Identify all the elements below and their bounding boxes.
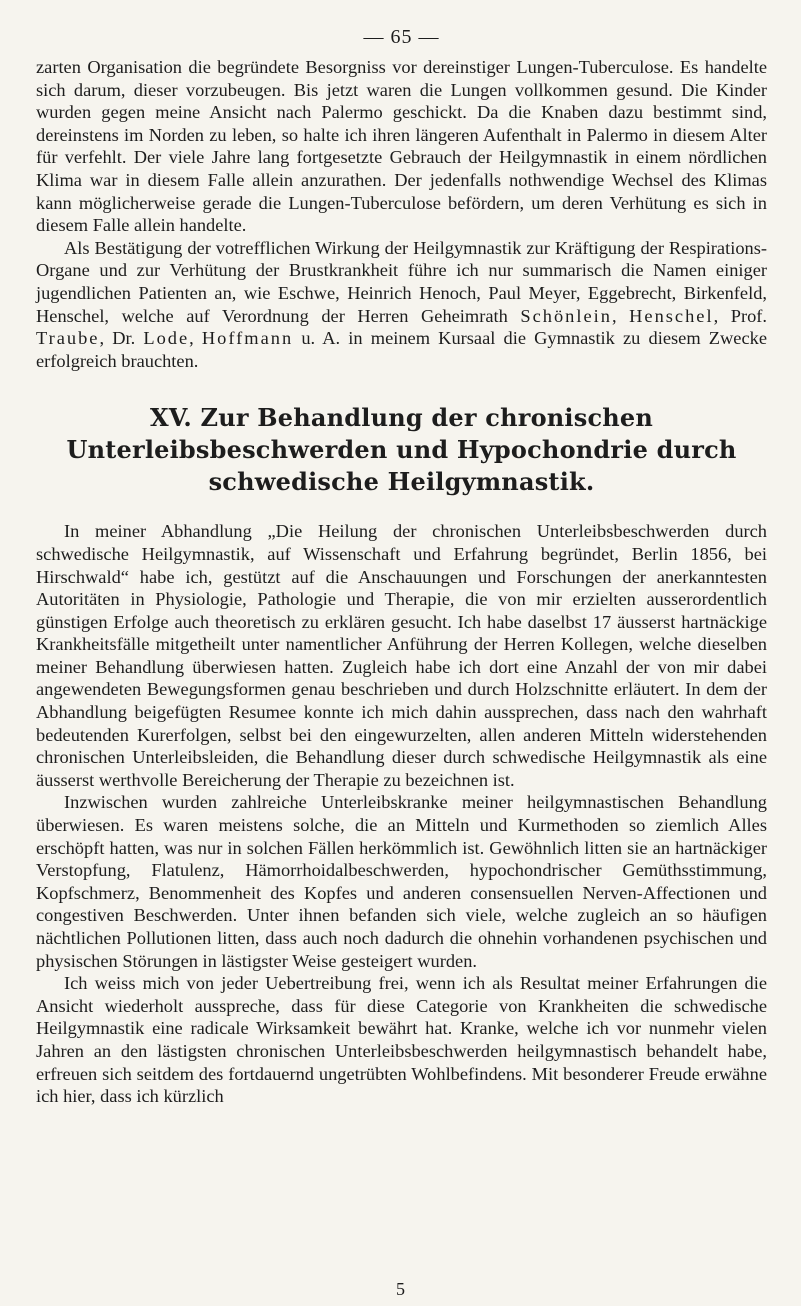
name-lode: Lode [143,328,190,349]
name-schoenlein: Schönlein [520,305,612,326]
section-heading: XV. Zur Behandlung der chronischen Unterleibsbeschwerden und Hypochondrie durch schwedische Heilgymnastik. [66,403,737,497]
name-henschel: Henschel [629,305,714,326]
name-traube: Traube [36,328,100,349]
paragraph-1: zarten Organisation die begründete Besorgniss vor dereinstiger Lungen-Tuberculose. Es handelte sich darum, dieser vorzubeugen. Bis jetzt waren die Lungen vollkommen gesund. Die Kinder wurden gegen meine Ansicht nach Palermo geschickt. Da die Knaben dazu bestimmt sind, dereinstens im Norden zu leben, so halte ich ihren längeren Aufenthalt in Palermo in diesem Alter für verfehlt. Der viele Jahre lang fortgesetzte Gebrauch der Heilgymnastik in einem nördlichen Klima war in diesem Falle allein anzurathen. Der jedenfalls nothwendige Wechsel des Klimas kann möglicherweise gerade die Lungen-Tuberculose befördern, um deren Verhütung es sich in diesem Falle allein handelte. [36,57,767,236]
paragraph-2-sep-1: , [611,305,630,326]
paragraph-2-text-a: Als Bestätigung der votrefflichen Wirkung der Heilgymnastik zur Kräftigung der Respirations-Organe und zur Verhütung der Brustkrankheit führe ich nur summarisch die Namen einiger jugendlichen Patienten an, wie Eschwe, Heinrich Henoch, Paul Meyer, Eggebrecht, Birkenfeld, Henschel, welche auf Verordnung der Herren Geheimrath [36,237,767,326]
paragraph-2-sep-2: , Prof. [713,305,767,326]
paragraph-4: Inzwischen wurden zahlreiche Unterleibskranke meiner heilgymnastischen Behandlung überwiesen. Es waren meistens solche, die an Mitteln und Kurmethoden so ziemlich Alles erschöpft hatten, was nur in solchen Fällen herkömmlich ist. Gewöhnlich litten sie an hartnäckiger Verstopfung, Flatulenz, Hämorrhoidalbeschwerden, hypochondrischer Gemüthsstimmung, Kopfschmerz, Benommenheit des Kopfes und anderen consensuellen Nerven-Affectionen und congestiven Beschwerden. Unter ihnen befanden sich viele, welche zugleich an so häufigen nächtlichen Pollutionen litten, dass auch noch dadurch die ohnehin vorhandenen psychischen und physischen Störungen in lästigster Weise gesteigert wurden. [36,792,767,971]
paragraph-2 [36,237,767,373]
signature-mark: 5 [396,1279,405,1299]
page-number: — 65 — [363,26,440,48]
paragraph-2-sep-4: , [189,328,202,349]
paragraph-3: In meiner Abhandlung „Die Heilung der chronischen Unterleibsbeschwerden durch schwedische Heilgymnastik, auf Wissenschaft und Erfahrung begründet, Berlin 1856, bei Hirschwald“ habe ich, gestützt auf die Anschauungen und Forschungen der anerkanntesten Autoritäten in Physiologie, Pathologie und Therapie, die von mir erzielten ausserordentlich günstigen Erfolge auch theoretisch zu erklären gesucht. Ich habe daselbst 17 äusserst hartnäckige Krankheitsfälle mitgetheilt unter namentlicher Anführung der Herren Kollegen, welche dieselben meiner Behandlung überwiesen hatten. Zugleich habe ich dort eine Anzahl der von mir dabei angewendeten Bewegungsformen genau beschrieben und durch Holzschnitte erläutert. In dem der Abhandlung beigefügten Resumee konnte ich mich dahin aussprechen, dass nach den wahrhaft bedeutenden Kurerfolgen, selbst bei den eingewurzelten, allen anderen Mitteln widerstehenden chronischen Unterleibsleiden, die Behandlung dieser durch schwedische Heilgymnastik als eine äusserst werthvolle Bereicherung der Therapie zu bezeichnen ist. [36,521,767,790]
paragraph-2-sep-3: , Dr. [99,328,144,349]
paragraph-2-text-b: u. A. in meinem Kursaal die Gymnastik zu diesem Zwecke erfolgreich brauchten. [36,328,767,371]
paragraph-5: Ich weiss mich von jeder Uebertreibung frei, wenn ich als Resultat meiner Erfahrungen die Ansicht wiederholt ausspreche, dass für diese Categorie von Krankheiten die schwedische Heilgymnastik eine radicale Wirksamkeit bewährt hat. Kranke, welche ich vor nunmehr vielen Jahren an den lästigsten chronischen Unterleibsbeschwerden heilgymnastisch behandelt habe, erfreuen sich seitdem des fortdauernd ungetrübten Wohlbefindens. Mit besonderer Freude erwähne ich hier, dass ich kürzlich [36,973,767,1107]
name-hoffmann: Hoffmann [201,328,294,349]
